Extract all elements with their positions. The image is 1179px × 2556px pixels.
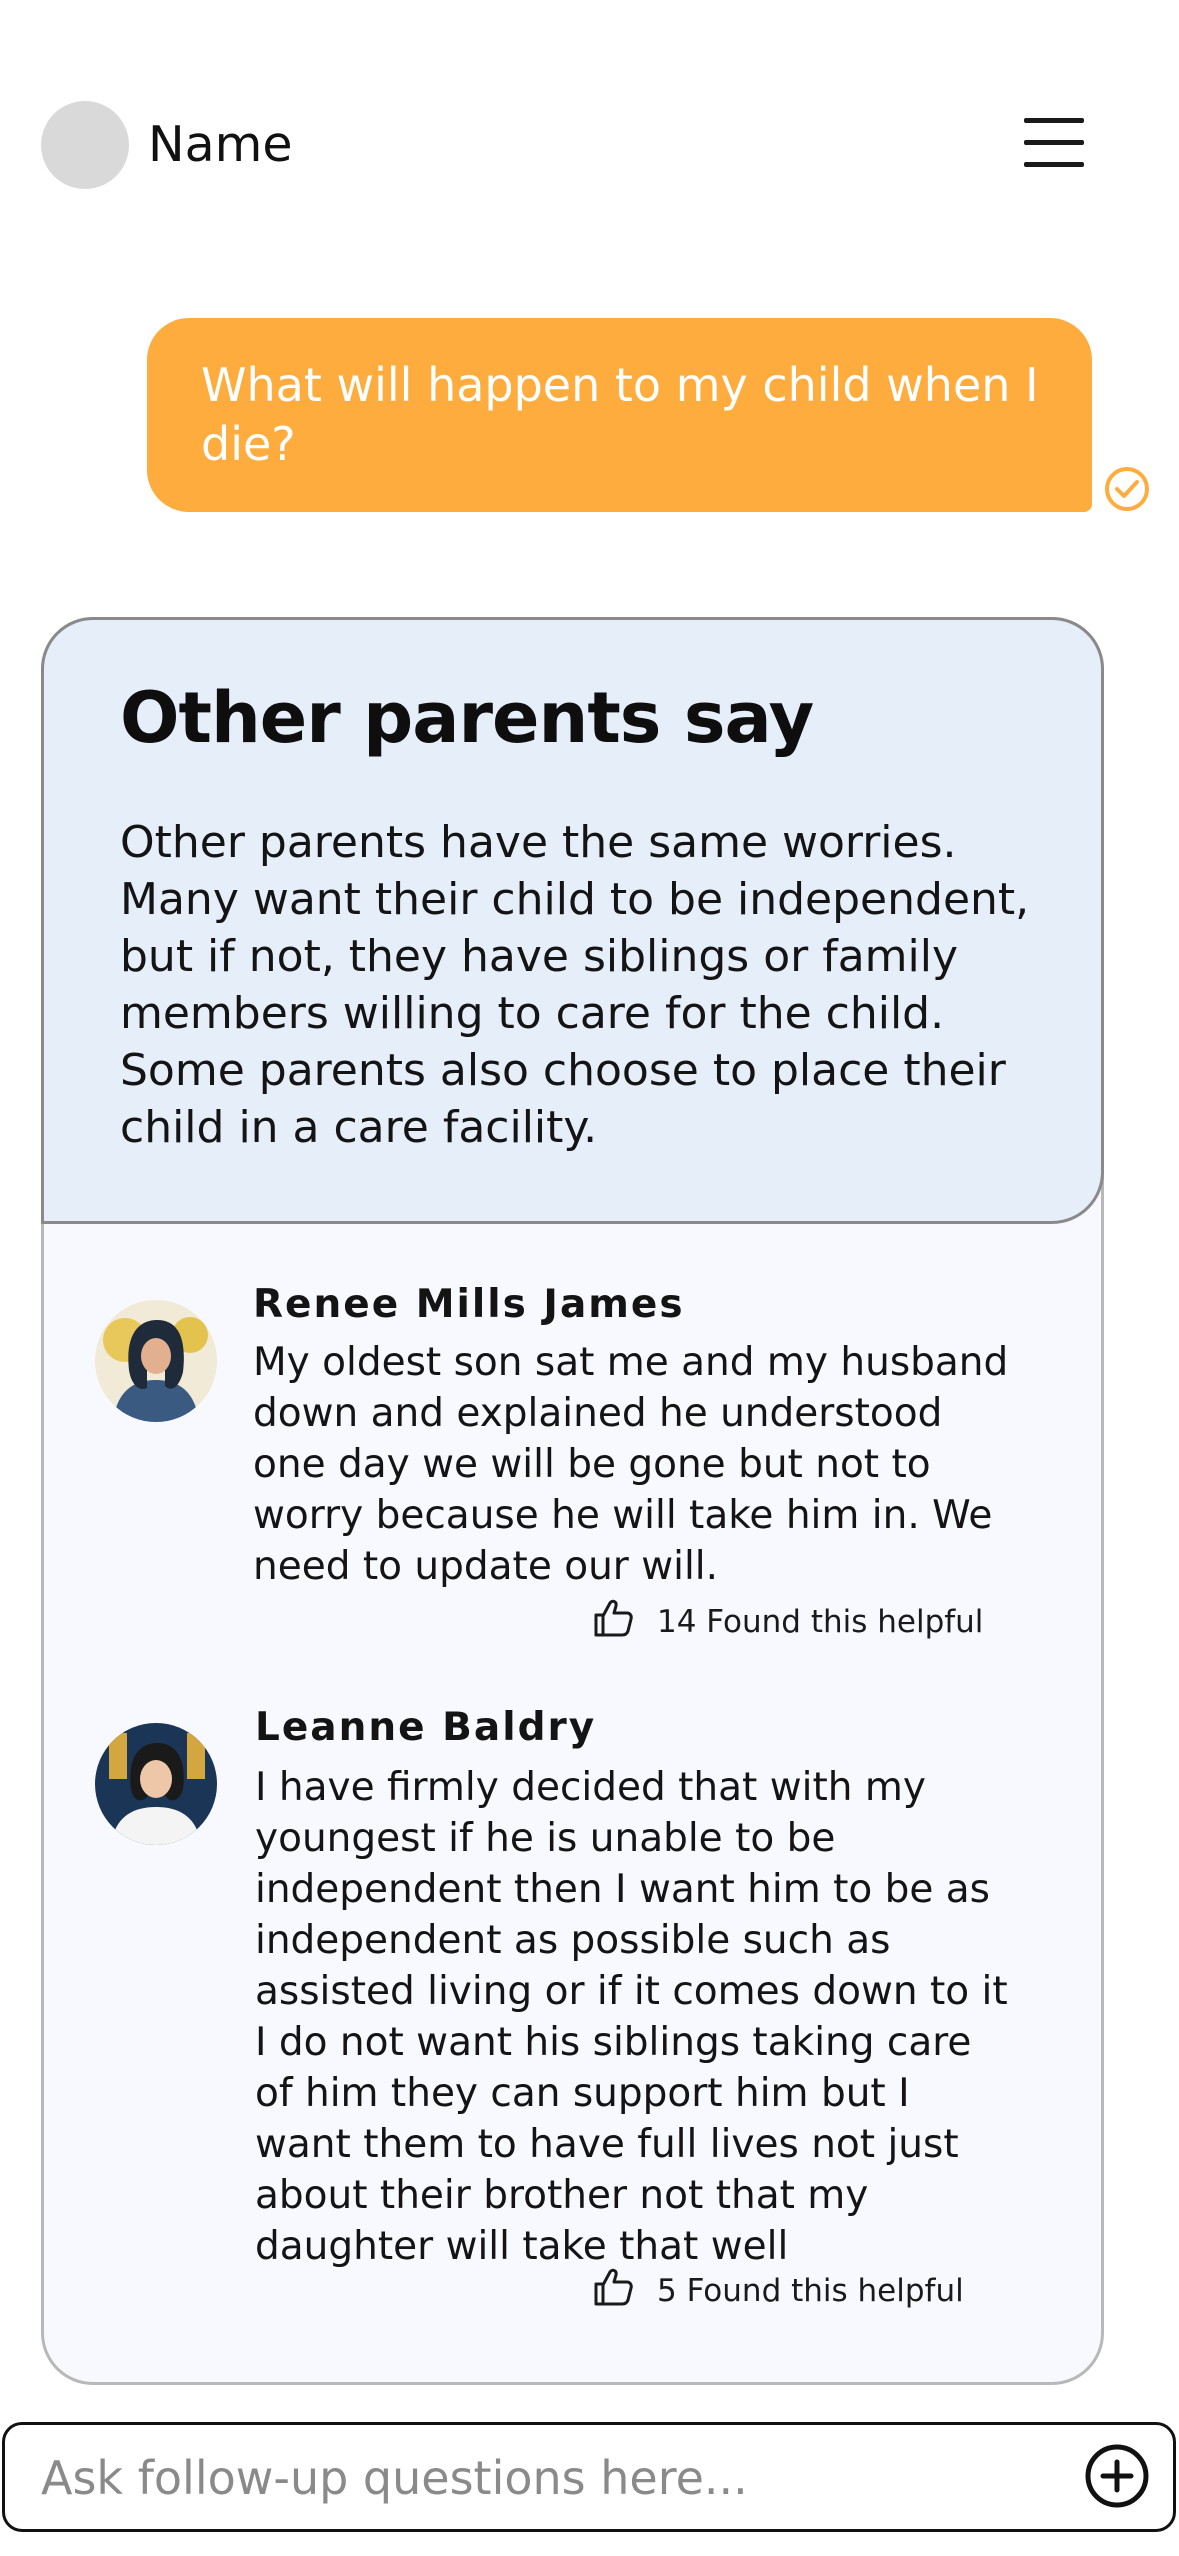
avatar[interactable] (95, 1723, 217, 1845)
comment-text: I have firmly decided that with my youngest if he is unable to be independent then I want him to be as independent as possible such as assisted living or if it comes down to it I do not want his siblings taking care of him they can support him but I want them to have full lives not just about their brother not that my daughter will take that well (255, 1765, 1008, 2269)
add-icon[interactable] (1083, 2442, 1151, 2510)
hamburger-icon (1024, 118, 1084, 123)
user-message-text: What will happen to my child when I die? (201, 358, 1039, 471)
helpful-button[interactable] (592, 2265, 1012, 2315)
avatar[interactable] (41, 101, 129, 189)
user-message-bubble (147, 318, 1092, 512)
card-summary: Other parents have the same worries. Many want their child to be independent, but if not, they have siblings or family members willing to care for the child. Some parents also choose to place their child in a care facility. (120, 817, 1030, 1153)
follow-up-input[interactable] (39, 2443, 1023, 2513)
avatar[interactable] (95, 1300, 217, 1422)
avatar-photo-icon (95, 1723, 217, 1845)
app-header (0, 0, 1179, 260)
user-name: Name (148, 116, 293, 173)
check-circle-icon (1103, 465, 1151, 513)
helpful-button[interactable] (592, 1596, 1012, 1646)
helpful-count: 14 Found this helpful (657, 1604, 984, 1640)
composer (2, 2422, 1176, 2532)
comment-author: Leanne Baldry (255, 1705, 597, 1750)
comment-author: Renee Mills James (253, 1282, 685, 1327)
menu-button[interactable] (1016, 112, 1092, 174)
thumbs-up-icon (592, 1596, 636, 1640)
avatar-photo-icon (95, 1300, 217, 1422)
card-title: Other parents say (120, 677, 814, 759)
helpful-count: 5 Found this helpful (657, 2273, 964, 2309)
thumbs-up-icon (592, 2265, 636, 2309)
comment-text: My oldest son sat me and my husband down and explained he understood one day we will be gone but not to worry because he will take him in. We need to update our will. (253, 1340, 1009, 1589)
